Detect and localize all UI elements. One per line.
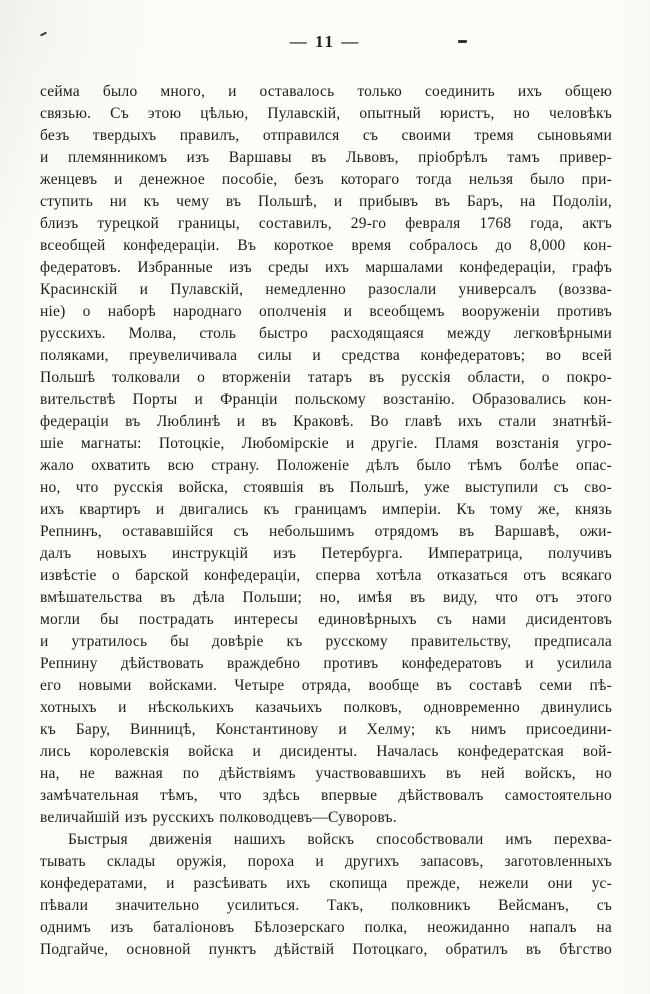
text-line: однимъ изъ баталіоновъ Бѣлозерскаго полка, неожиданно напалъ на (40, 919, 612, 936)
text-line: конфедератами, и разсѣивать ихъ скопища прежде, нежели они ус- (40, 875, 612, 892)
text-line: вмѣшательства въ дѣла Польши; но, имѣя въ виду, что отъ этого (40, 589, 612, 606)
text-line: ніе) о наборѣ народнаго ополченія и всеобщемъ вооруженіи противъ (40, 303, 612, 320)
text-line: сейма было много, и оставалось только соединить ихъ общею (40, 83, 612, 100)
paragraph-2 (40, 829, 612, 961)
text-line: извѣстіе о барской конфедераціи, сперва хотѣла отказаться отъ всякаго (40, 567, 612, 584)
text-line: вительствѣ Порты и Франціи польскому возстанію. Образовались кон- (40, 391, 612, 408)
text-line: къ Бару, Винницѣ, Константинову и Хелму; къ нимъ присоедини- (40, 721, 612, 738)
text-line: жало охватить всю страну. Положеніе дѣлъ было тѣмъ болѣе опас- (40, 457, 612, 474)
text-line: безъ твердыхъ правилъ, отправился съ своими тремя сыновьями (40, 127, 612, 144)
text-line: тывать склады оружія, пороха и другихъ запасовъ, заготовленныхъ (40, 853, 612, 870)
page-number-header: — 11 — (289, 32, 361, 51)
text-line: лись королевскія войска и дисиденты. Началась конфедератская вой- (40, 743, 612, 760)
page-text (40, 81, 612, 961)
text-line: федераціи въ Люблинѣ и въ Краковѣ. Во главѣ ихъ стали знатнѣй- (40, 413, 612, 430)
text-line: далъ новыхъ инструкцій изъ Петербурга. Императрица, получивъ (40, 545, 612, 562)
text-line: федератовъ. Избранные изъ среды ихъ маршалами конфедераціи, графъ (40, 259, 612, 276)
text-line: связью. Съ этою цѣлью, Пулавскій, опытный юристъ, но человѣкъ (40, 105, 612, 122)
text-line: Репнину дѣйствовать враждебно противъ конфедератовъ и усилила (40, 655, 612, 672)
text-line: Красинскій и Пулавскій, немедленно разослали универсалъ (воззва- (40, 281, 612, 298)
text-line: но, что русскія войска, стоявшія въ Польшѣ, уже выступили съ сво- (40, 479, 612, 496)
text-line: пѣвали значительно усилиться. Такъ, полковникъ Вейсманъ, съ (40, 897, 612, 914)
text-line: Подгайче, основной пунктъ дѣйствій Потоцкаго, обратилъ въ бѣгство (40, 941, 612, 958)
text-line: ступить ни къ чему въ Польшѣ, и прибывъ въ Баръ, на Подоліи, (40, 193, 612, 210)
text-line: Быстрыя движенія нашихъ войскъ способствовали имъ перехва- (68, 831, 612, 848)
text-line: величайшій изъ русскихъ полководцевъ—Суворовъ. (40, 809, 397, 826)
text-line: близъ турецкой границы, составилъ, 29-го февраля 1768 года, актъ (40, 215, 612, 232)
text-line: его новыми войсками. Четыре отряда, вообще въ составѣ семи пѣ- (40, 677, 612, 694)
text-line: замѣчательная тѣмъ, что здѣсь впервые дѣйствовалъ самостоятельно (40, 787, 612, 804)
text-line: поляками, преувеличивала силы и средства конфедератовъ; во всей (40, 347, 612, 364)
text-line: на, не важная по дѣйствіямъ участвовавшихъ въ ней войскъ, но (40, 765, 612, 782)
text-line: женцевъ и денежное пособіе, безъ котораго тогда нельзя было при- (40, 171, 612, 188)
text-line: ихъ квартиръ и двигались къ границамъ имперіи. Къ тому же, князь (40, 501, 612, 518)
text-line: Репнинъ, остававшійся съ небольшимъ отрядомъ въ Варшавѣ, ожи- (40, 523, 612, 540)
text-line: и племянникомъ изъ Варшавы въ Львовъ, пріобрѣлъ тамъ привер- (40, 149, 612, 166)
text-line: шіе магнаты: Потоцкіе, Любомірскіе и другіе. Пламя возстанія угро- (40, 435, 612, 452)
text-line: всеобщей конфедераціи. Въ короткое время собралось до 8,000 кон- (40, 237, 612, 254)
text-line: Польшѣ толковали о вторженіи татаръ въ русскія области, о покро- (40, 369, 612, 386)
text-line: могли бы пострадать интересы единовѣрныхъ съ нами дисидентовъ (40, 611, 612, 628)
paragraph-1 (40, 81, 612, 829)
text-line: и утратилось бы довѣріе къ русскому правительству, предписала (40, 633, 612, 650)
text-line: хотныхъ и нѣсколькихъ казачьихъ полковъ, одновременно двинулись (40, 699, 612, 716)
text-line: русскихъ. Молва, столь быстро расходящаяся между легковѣрными (40, 325, 612, 342)
